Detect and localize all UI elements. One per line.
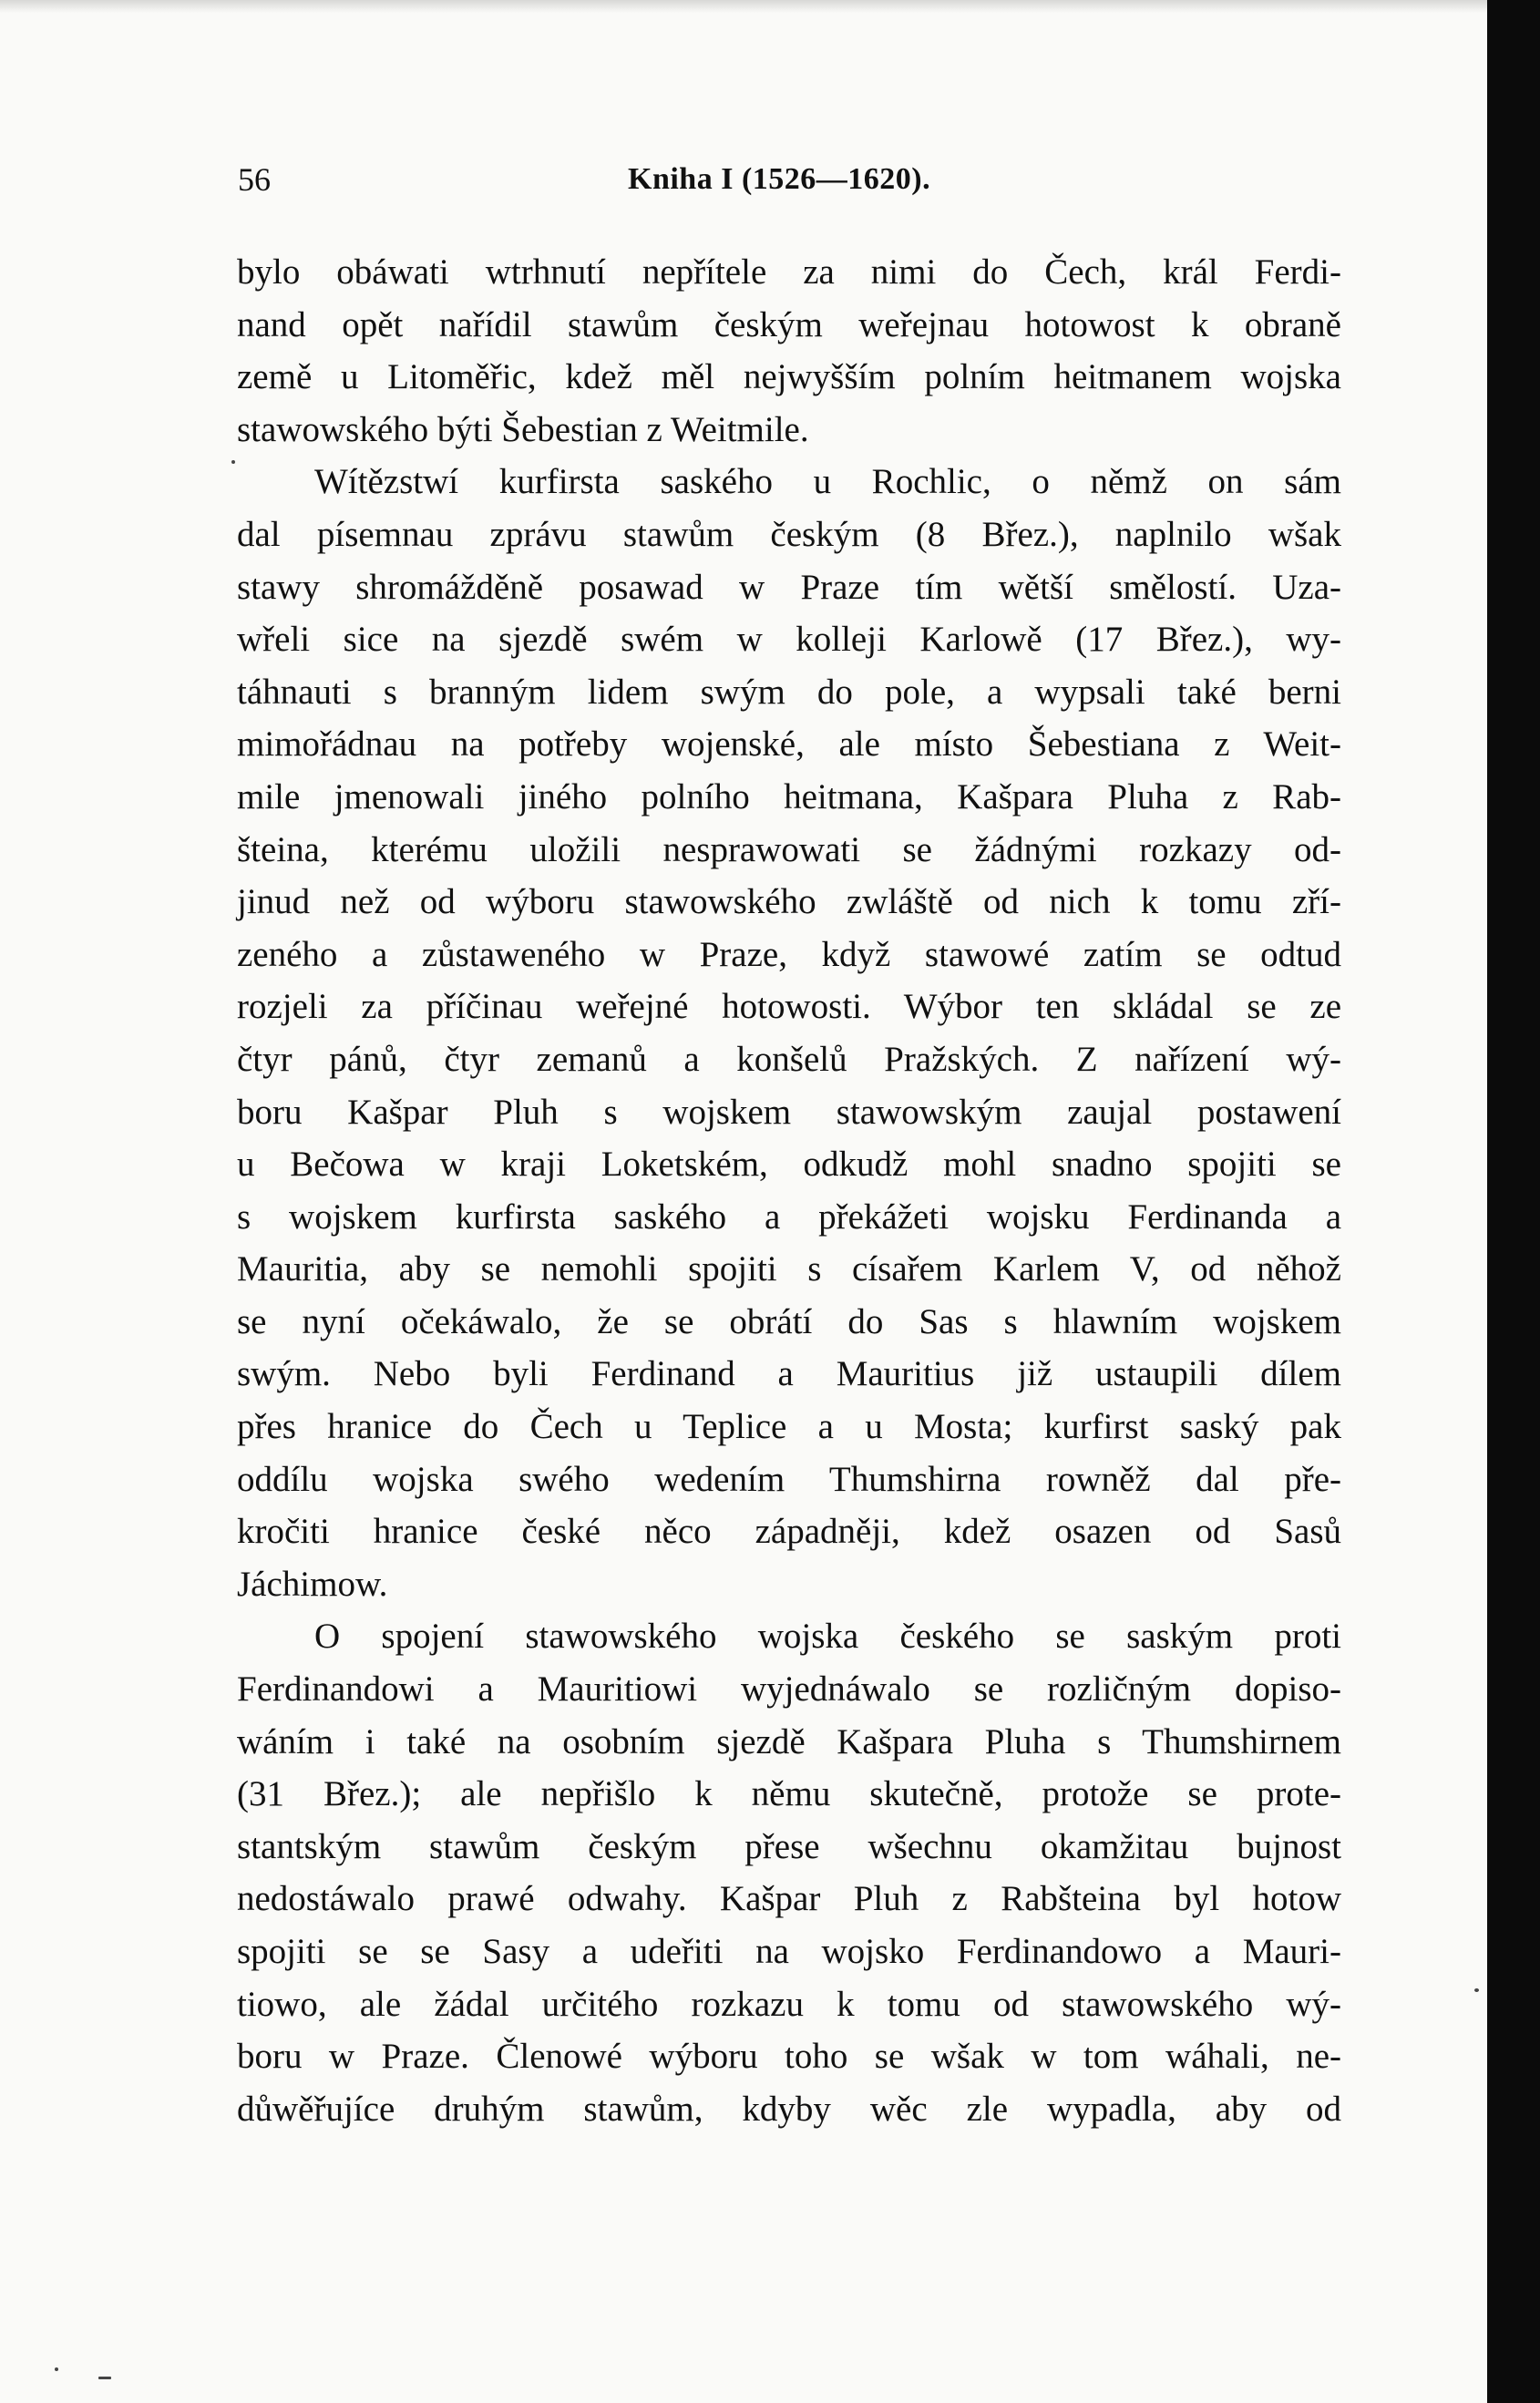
text-line: stawowského býti Šebestian z Weitmile. — [237, 409, 809, 449]
text-line: Jáchimow. — [237, 1564, 388, 1604]
text-line: zeného a zůstaweného w Praze, když stawowé zatím se odtud — [237, 934, 1341, 974]
text-line: O spojení stawowského wojska českého se saským proti — [314, 1617, 1341, 1657]
scan-speck — [1474, 1988, 1479, 1992]
text-line: spojiti se se Sasy a udeřiti na wojsko Ferdinandowo a Mauri- — [237, 1932, 1341, 1971]
text-line: stantským stawům českým přese wšechnu okamžitau bujnost — [237, 1826, 1341, 1866]
text-line: (31 Břez.); ale nepřišlo k němu skutečně, protože se prote- — [237, 1774, 1341, 1814]
text-line: Wítězstwí kurfirsta saského u Rochlic, o němž on sám — [314, 462, 1341, 502]
text-line: dal písemnau zprávu stawům českým (8 Břez.), naplnilo wšak — [237, 514, 1341, 554]
text-line: Ferdinandowi a Mauritiowi wyjednáwalo se rozličným dopiso- — [237, 1669, 1341, 1710]
text-line: jinud než od wýboru stawowského zwláště od nich k tomu zří- — [237, 882, 1341, 922]
text-line: u Bečowa w kraji Loketském, odkudž mohl snadno spojiti se — [237, 1145, 1341, 1185]
text-line: stawy shromážděně posawad w Praze tím wětší smělostí. Uza- — [237, 567, 1341, 607]
text-line: přes hranice do Čech u Teplice a u Mosta; kurfirst saský pak — [237, 1407, 1341, 1447]
text-line: oddílu wojska swého wedením Thumshirna rowněž dal pře- — [237, 1459, 1341, 1499]
scan-speck — [231, 460, 235, 464]
scan-shadow-right — [1487, 0, 1540, 2403]
running-title: Kniha I (1526—1620). — [628, 162, 931, 196]
text-line: rozjeli za příčinau weřejné hotowosti. Wýbor ten skládal se ze — [237, 987, 1341, 1027]
text-line: kročiti hranice české něco západněji, kdež osazen od Sasů — [237, 1512, 1341, 1552]
scan-shadow-top — [0, 0, 1487, 13]
text-line: tiowo, ale žádal určitého rozkazu k tomu od stawowského wý- — [237, 1984, 1341, 2024]
text-line: se nyní očekáwalo, že se obrátí do Sas s hlawním wojskem — [237, 1301, 1341, 1341]
text-line: boru w Praze. Členowé wýboru toho se wšak w tom wáhali, ne- — [237, 2037, 1341, 2077]
text-line: mile jmenowali jiného polního heitmana, Kašpara Pluha z Rab- — [237, 776, 1341, 816]
body-text — [237, 246, 1341, 2135]
page-header — [238, 157, 1340, 202]
text-line: swým. Nebo byli Ferdinand a Mauritius již ustaupili dílem — [237, 1354, 1341, 1394]
text-line: nand opět nařídil stawům českým weřejnau hotowost k obraně — [237, 304, 1341, 344]
text-line: země u Litoměřic, kdež měl nejwyšším polním heitmanem wojska — [237, 357, 1341, 397]
text-line: táhnauti s branným lidem swým do pole, a wypsali také berni — [237, 672, 1341, 712]
text-line: bylo obáwati wtrhnutí nepřítele za nimi do Čech, král Ferdi- — [237, 252, 1341, 292]
scan-speck — [55, 2367, 58, 2371]
text-line: nedostáwalo prawé odwahy. Kašpar Pluh z Rabšteina byl hotow — [237, 1879, 1341, 1919]
text-line: Mauritia, aby se nemohli spojiti s císařem Karlem V, od něhož — [237, 1249, 1341, 1289]
text-line: wáním i také na osobním sjezdě Kašpara Pluha s Thumshirnem — [237, 1721, 1341, 1761]
text-line: s wojskem kurfirsta saského a překážeti wojsku Ferdinanda a — [237, 1196, 1341, 1237]
page-number: 56 — [238, 161, 271, 198]
text-line: čtyr pánů, čtyr zemanů a konšelů Pražských. Z nařízení wý- — [237, 1039, 1341, 1079]
scan-speck — [98, 2377, 111, 2379]
text-line: wřeli sice na sjezdě swém w kolleji Karlowě (17 Břez.), wy- — [237, 620, 1341, 660]
text-line: boru Kašpar Pluh s wojskem stawowským zaujal postawení — [237, 1092, 1341, 1132]
text-line: mimořádnau na potřeby wojenské, ale místo Šebestiana z Weit- — [237, 724, 1341, 765]
text-line: šteina, kterému uložili nesprawowati se žádnými rozkazy od- — [237, 829, 1341, 869]
text-line: důwěřujíce druhým stawům, kdyby wěc zle wypadla, aby od — [237, 2089, 1341, 2129]
